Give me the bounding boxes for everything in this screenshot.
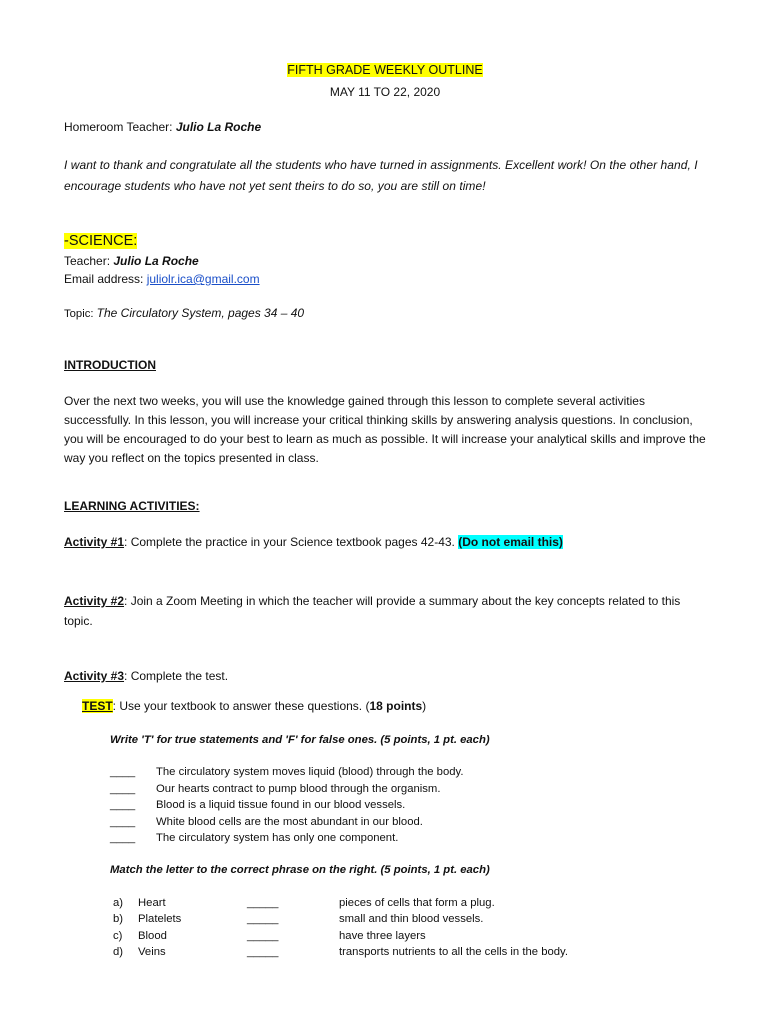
- activity-1: [64, 535, 563, 549]
- match-term: Veins: [138, 945, 166, 958]
- activity-1-note: (Do not email this): [458, 535, 563, 549]
- activity-2: [64, 591, 712, 631]
- science-teacher-label: Teacher:: [64, 254, 114, 268]
- match-answer-blank[interactable]: _____: [247, 945, 279, 958]
- match-definition: transports nutrients to all the cells in the body.: [339, 945, 568, 958]
- test-points: 18 points: [369, 699, 423, 713]
- tf-statement: Blood is a liquid tissue found in our blood vessels.: [156, 799, 406, 812]
- activity-3: [64, 669, 228, 683]
- science-heading-line: [64, 233, 137, 249]
- match-definition: have three layers: [339, 929, 426, 942]
- topic-label: Topic:: [64, 308, 97, 320]
- tf-item: [110, 816, 423, 833]
- answer-blank[interactable]: ____: [110, 815, 136, 828]
- test-label: TEST: [82, 699, 113, 713]
- tf-item: [110, 766, 463, 783]
- match-answer-blank[interactable]: _____: [247, 913, 279, 926]
- match-definition: small and thin blood vessels.: [339, 913, 484, 926]
- answer-blank[interactable]: ____: [110, 799, 136, 812]
- tf-statement: Our hearts contract to pump blood through the organism.: [156, 782, 441, 795]
- activity-1-text: : Complete the practice in your Science textbook pages 42-43.: [124, 535, 459, 549]
- answer-blank[interactable]: ____: [110, 766, 136, 778]
- homeroom-name: Julio La Roche: [175, 120, 262, 134]
- email-label: Email address:: [64, 272, 147, 286]
- match-letter: a): [113, 897, 124, 909]
- date-range: MAY 11 TO 22, 2020: [329, 85, 441, 99]
- homeroom-label: Homeroom Teacher:: [64, 120, 176, 134]
- test-close: ): [422, 699, 427, 713]
- tf-item: [110, 832, 398, 849]
- email-link[interactable]: juliolr.ica@gmail.com: [146, 272, 260, 286]
- science-heading: -SCIENCE:: [64, 233, 138, 249]
- activity-3-label: Activity #3: [64, 669, 125, 683]
- science-teacher-name: Julio La Roche: [113, 254, 199, 268]
- science-teacher: [64, 254, 199, 268]
- introduction-text: Over the next two weeks, you will use the knowledge gained through this lesson to complete several activities successfully. In this lesson, you will increase your critical thinking skills by answering analysis questions. In conclusion, you will be encouraged to do your best to learn as much as possible. It will increase your analytical skills and improve the way you reflect on the topics presented in class.: [64, 394, 706, 465]
- page-title: FIFTH GRADE WEEKLY OUTLINE: [287, 63, 483, 77]
- tf-instructions: Write 'T' for true statements and 'F' for false ones. (5 points, 1 pt. each): [110, 734, 490, 746]
- activity-1-label: Activity #1: [64, 535, 125, 549]
- match-term: Platelets: [138, 913, 182, 926]
- match-definition: pieces of cells that form a plug.: [339, 897, 495, 909]
- match-term: Blood: [138, 929, 167, 942]
- match-letter: c): [113, 929, 123, 942]
- introduction-heading: INTRODUCTION: [64, 358, 156, 372]
- tf-item: [110, 783, 440, 800]
- tf-statement: The circulatory system has only one component.: [156, 832, 399, 845]
- match-answer-blank[interactable]: _____: [247, 897, 279, 909]
- match-letter: b): [113, 913, 124, 926]
- test-text: : Use your textbook to answer these questions. (: [112, 699, 370, 713]
- science-email: [64, 272, 260, 286]
- answer-blank[interactable]: ____: [110, 832, 136, 845]
- activities-heading: LEARNING ACTIVITIES:: [64, 499, 200, 513]
- activity-2-label: Activity #2: [64, 594, 125, 608]
- activity-3-text: : Complete the test.: [124, 669, 229, 683]
- match-answer-blank[interactable]: _____: [247, 929, 279, 942]
- match-term: Heart: [138, 897, 166, 909]
- topic-text: The Circulatory System, pages 34 – 40: [96, 306, 305, 320]
- tf-item: [110, 799, 405, 816]
- match-letter: d): [113, 945, 124, 958]
- match-instructions: Match the letter to the correct phrase on the right. (5 points, 1 pt. each): [110, 864, 490, 876]
- science-topic: [64, 306, 304, 320]
- title-line: [0, 63, 770, 77]
- tf-statement: White blood cells are the most abundant in our blood.: [156, 815, 423, 828]
- teacher-message: I want to thank and congratulate all the students who have turned in assignments. Excellent work! On the other hand, I encourage students who have not yet sent theirs to do so, you are still on time!: [64, 158, 698, 193]
- answer-blank[interactable]: ____: [110, 782, 136, 795]
- homeroom-teacher: [64, 120, 261, 134]
- test-line: [82, 699, 426, 713]
- activity-2-text: : Join a Zoom Meeting in which the teacher will provide a summary about the key concepts related to this topic.: [64, 594, 681, 628]
- tf-statement: The circulatory system moves liquid (blood) through the body.: [156, 766, 464, 778]
